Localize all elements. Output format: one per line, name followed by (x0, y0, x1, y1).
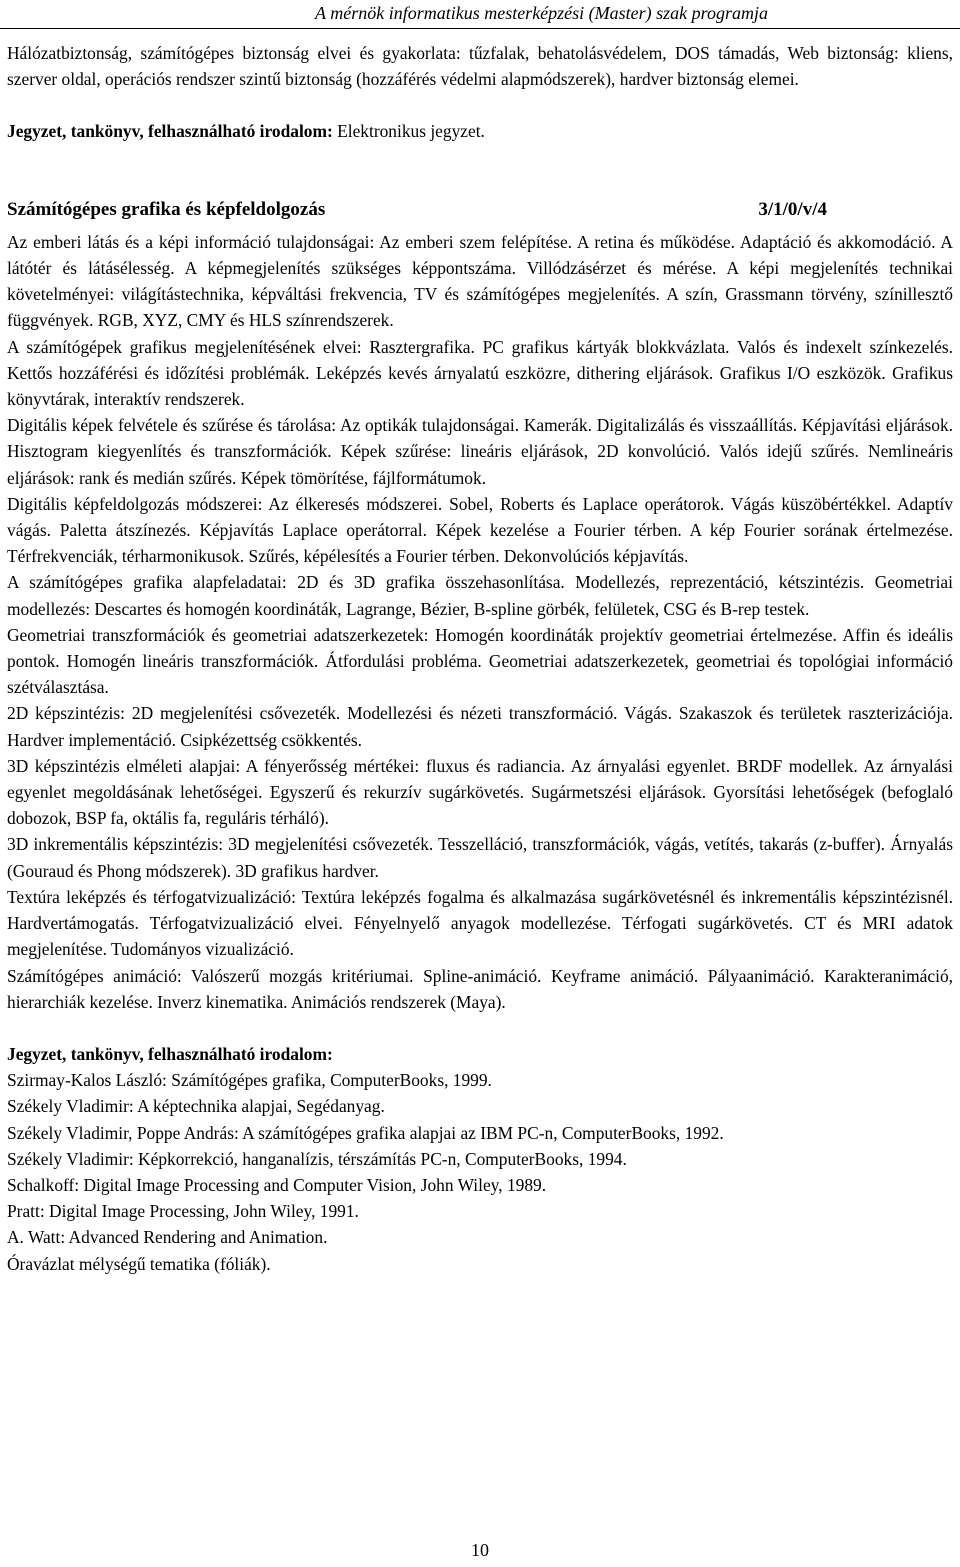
spacer (7, 171, 953, 197)
course-title: Számítógépes grafika és képfeldolgozás (7, 198, 326, 220)
topic-paragraph: 3D inkrementális képszintézis: 3D megjelenítési csővezeték. Tesszelláció, transzformációk, vágás, vetítés, takarás (z-buffer). Árnyalás (Gouraud és Phong módszerek). 3D grafikus hardver. (7, 834, 953, 881)
course-heading (7, 197, 827, 223)
intro-paragraph: Hálózatbiztonság, számítógépes biztonság elvei és gyakorlata: tűzfalak, behatolásvédelem, DOS támadás, Web biztonság: kliens, szerver oldal, operációs rendszer szintű biztonság (hozzáférés védelmi alapmódszerek), hardver biztonság elemei. (7, 43, 953, 90)
reference-item: Székely Vladimir: A képtechnika alapjai, Segédanyag. (7, 1096, 385, 1117)
intro-refs-value: Elektronikus jegyzet. (332, 121, 485, 142)
topic-paragraph: A számítógépek grafikus megjelenítésének elvei: Rasztergrafika. PC grafikus kártyák blokkvázlata. Valós és indexelt színkezelés. Kettős hozzáférési és időzítési problémák. Leképzés kevés árnyalatú eszközre, dithering eljárások. Grafikus I/O eszközök. Grafikus könyvtárak, interaktív rendszerek. (7, 336, 953, 410)
topic-paragraph: 2D képszintézis: 2D megjelenítési csővezeték. Modellezési és nézeti transzformáció. Vágás. Szakaszok és területek raszterizációja. Hardver implementáció. Csipkézettség csökkentés. (7, 703, 953, 750)
spacer (7, 1015, 953, 1041)
spacer (7, 145, 953, 171)
course-code: 3/1/0/v/4 (758, 198, 827, 220)
intro-references (7, 118, 953, 144)
course-refs-label: Jegyzet, tankönyv, felhasználható irodalom: (7, 1043, 333, 1064)
reference-item: Székely Vladimir, Poppe András: A számítógépes grafika alapjai az IBM PC-n, ComputerBooks, 1992. (7, 1122, 724, 1143)
topic-paragraph: Az emberi látás és a képi információ tulajdonságai: Az emberi szem felépítése. A retina és működése. Adaptáció és akkomodáció. A látótér és látásélesség. A képmegjelenítés szükséges képpontszáma. Villódzásérzet és mérése. A képi megjelenítés technikai követelményei: világítástechnika, képváltási frekvencia, TV és számítógépes megjelenítés. A szín, Grassmann törvény, színillesztő függvények. RGB, XYZ, CMY és HLS színrendszerek. (7, 231, 953, 331)
topic-paragraph: Digitális képfeldolgozás módszerei: Az élkeresés módszerei. Sobel, Roberts és Laplace operátorok. Vágás küszöbértékkel. Adaptív vágás. Paletta átszínezés. Képjavítás Laplace operátorral. Képek kezelése a Fourier térben. A kép Fourier sorának értelmezése. Térfrekvenciák, térharmonikusok. Szűrés, képélesítés a Fourier térben. Dekonvolúciós képjavítás. (7, 493, 953, 567)
reference-item: Óravázlat mélységű tematika (fóliák). (7, 1253, 271, 1274)
reference-item: A. Watt: Advanced Rendering and Animation. (7, 1227, 328, 1248)
intro-refs-label: Jegyzet, tankönyv, felhasználható irodalom: (7, 121, 333, 142)
topic-paragraph: Geometriai transzformációk és geometriai adatszerkezetek: Homogén koordináták projektív geometriai értelmezése. Affin és ideális pontok. Homogén lineáris transzformációk. Átfordulási probléma. Geometriai adatszerkezetek, geometriai és topológiai információ szétválasztása. (7, 624, 953, 698)
reference-item: Schalkoff: Digital Image Processing and Computer Vision, John Wiley, 1989. (7, 1174, 547, 1195)
reference-item: Szirmay-Kalos László: Számítógépes grafika, ComputerBooks, 1999. (7, 1070, 492, 1091)
topic-paragraph: Textúra leképzés és térfogatvizualizáció: Textúra leképzés fogalma és alkalmazása sugárkövetésnél és inkrementális képszintézisnél. Hardvertámogatás. Térfogatvizualizáció elvei. Fényelnyelő anyagok modellezése. Térfogati sugárkövetés. CT és MRI adatok megjelenítése. Tudományos vizualizáció. (7, 886, 953, 960)
document-body (7, 40, 953, 1277)
topic-paragraph: Digitális képek felvétele és szűrése és tárolása: Az optikák tulajdonságai. Kamerák. Digitalizálás és visszaállítás. Képjavítási eljárások. Hisztogram kiegyenlítés és transzformációk. Képek szűrése: lineáris eljárások, 2D konvolúció. Valós idejű szűrés. Nemlineáris eljárások: rank és medián szűrés. Képek tömörítése, fájlformátumok. (7, 415, 953, 488)
spacer (7, 92, 953, 118)
topic-paragraph: 3D képszintézis elméleti alapjai: A fényerősség mértékei: fluxus és radiancia. Az árnyalási egyenlet. BRDF modellek. Az árnyalási egyenlet megoldásának lehetőségei. Egyszerű és rekurzív sugárkövetés. Sugármetszési eljárások. Gyorsítási lehetőségek (befoglaló dobozok, BSP fa, oktális fa, reguláris térháló). (7, 755, 953, 829)
topic-paragraph: A számítógépes grafika alapfeladatai: 2D és 3D grafika összehasonlítása. Modellezés, reprezentáció, kétszintézis. Geometriai modellezés: Descartes és homogén koordináták, Lagrange, Bézier, B-spline görbék, felületek, CSG és B-rep testek. (7, 572, 953, 619)
page-number: 10 (471, 1540, 489, 1560)
topic-paragraph: Számítógépes animáció: Valószerű mozgás kritériumai. Spline-animáció. Keyframe animáció. Pályaanimáció. Karakteranimáció, hierarchiák kezelése. Inverz kinematika. Animációs rendszerek (Maya). (7, 965, 953, 1012)
header-title: A mérnök informatikus mesterképzési (Master) szak programja (315, 3, 768, 23)
page-header (0, 2, 960, 29)
reference-item: Székely Vladimir: Képkorrekció, hanganalízis, térszámítás PC-n, ComputerBooks, 1994. (7, 1148, 627, 1169)
reference-item: Pratt: Digital Image Processing, John Wiley, 1991. (7, 1201, 359, 1222)
